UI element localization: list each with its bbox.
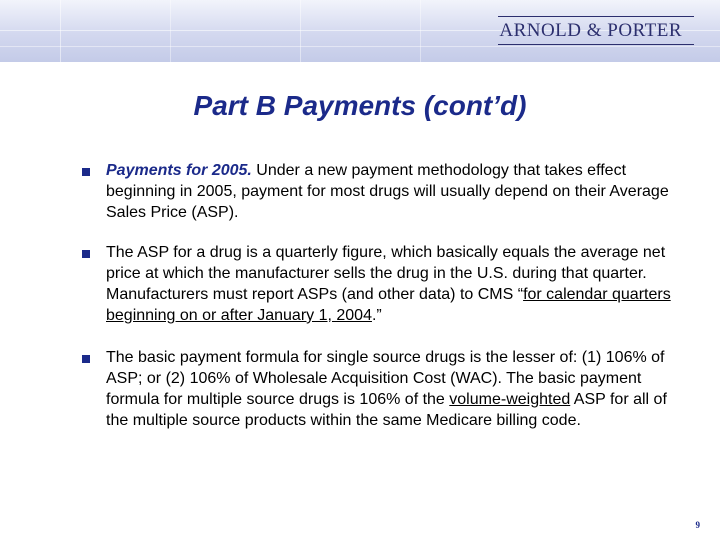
bullet-text xyxy=(106,242,686,326)
slide-title: Part B Payments (cont’d) xyxy=(193,90,527,121)
underlined-term: volume-weighted xyxy=(449,391,571,408)
page-number: 9 xyxy=(695,520,700,530)
header-band xyxy=(0,0,720,62)
square-bullet-icon xyxy=(82,168,90,176)
firm-logo: ARNOLD & PORTER xyxy=(499,20,682,41)
bullet-text xyxy=(106,347,686,431)
bullet-text xyxy=(106,160,686,223)
bullet-body: The ASP for a drug is a quarterly figure, which basically equals the average net price at which the manufacturer sells the drug in the U.S. during that quarter. Manufacturers must report ASPs (and other data) to CMS “ xyxy=(106,244,666,303)
bullet-body: The basic payment formula for single source drugs is the lesser of: (1) 106% of ASP; or (2) 106% of Wholesale Acquisition Cost (WAC). The basic payment formula for multiple source drugs is 106% of the xyxy=(106,349,665,408)
square-bullet-icon xyxy=(82,250,90,258)
square-bullet-icon xyxy=(82,355,90,363)
underlined-quote: for calendar quarters beginning on or after January 1, 2004 xyxy=(106,286,671,324)
logo-rule-top xyxy=(498,16,694,17)
bullet-body: Under a new payment methodology that takes effect beginning in 2005, payment for most drugs will usually depend on their Average Sales Price (ASP). xyxy=(106,162,669,221)
bullet-body-end: ASP for all of the multiple source products within the same Medicare billing code. xyxy=(106,391,667,429)
bullet-lead: Payments for 2005. xyxy=(106,162,252,179)
logo-rule-bottom xyxy=(498,44,694,45)
bullet-body-end: .” xyxy=(371,307,382,324)
